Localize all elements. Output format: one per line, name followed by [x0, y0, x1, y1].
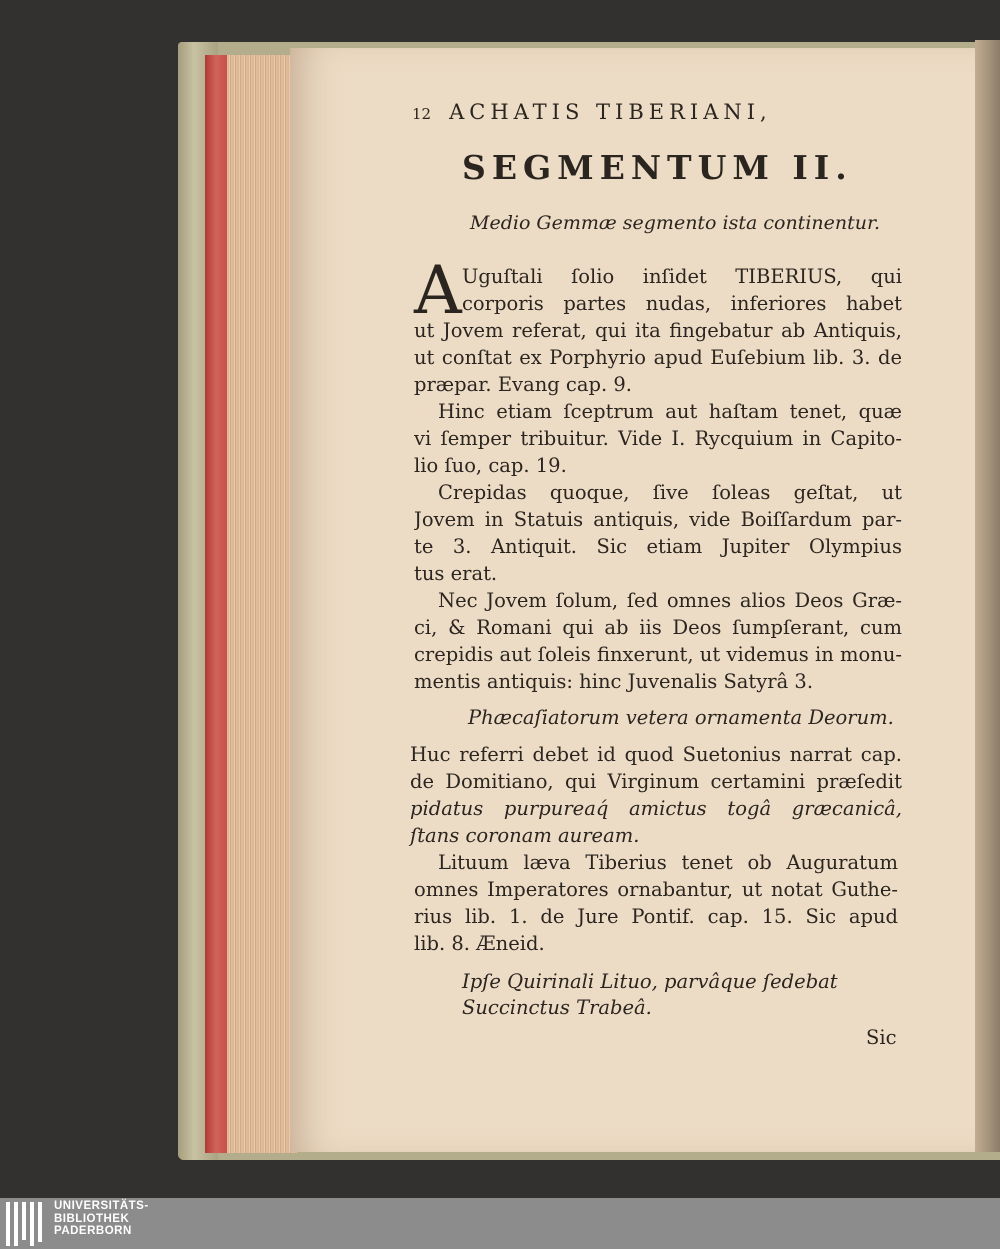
- text-line: omnes Imperatores ornabantur, ut notat Guthe-: [414, 878, 898, 901]
- text-line: Nec Jovem ſolum, ſed omnes alios Deos Græ-: [438, 589, 902, 612]
- library-logo-text: [54, 1200, 149, 1238]
- text-line: lio ſuo, cap. 19.: [414, 454, 567, 477]
- library-footer-bar: [0, 1198, 1000, 1249]
- drop-cap: A: [414, 252, 462, 329]
- text-line: ut conſtat ex Porphyrio apud Euſebium lib. 3. de: [414, 346, 902, 369]
- logo-line: PADERBORN: [54, 1225, 132, 1237]
- text-line: Uguſtali ſolio inſidet TIBERIUS, qui: [462, 265, 902, 288]
- text-line: Crepidas quoque, ſive ſoleas geſtat, ut: [438, 481, 902, 504]
- text-line: Lituum læva Tiberius tenet ob Auguratum: [438, 851, 898, 874]
- text-line: corporis partes nudas, inferiores habet: [462, 292, 902, 315]
- text-line: ſtans coronam auream.: [410, 824, 640, 847]
- verse-line: Succinctus Trabeâ.: [462, 996, 652, 1019]
- logo-line: UNIVERSITÄTS-: [54, 1200, 149, 1212]
- text-line: pidatus purpureaq́ amictus togâ græcanicâ,: [410, 797, 902, 820]
- running-header: [412, 100, 772, 124]
- text-line: ci, & Romani qui ab iis Deos ſumpſerant, cum: [414, 616, 902, 639]
- text-line: te 3. Antiquit. Sic etiam Jupiter Olympius: [414, 535, 902, 558]
- text-line: vi ſemper tribuitur. Vide I. Rycquium in Capito-: [414, 427, 902, 450]
- text-line: lib. 8. Æneid.: [414, 932, 545, 955]
- text-line: crepidis aut ſoleis finxerunt, ut videmus in monu-: [414, 643, 902, 666]
- text-line: Huc referri debet id quod Suetonius narrat cap.: [410, 743, 902, 766]
- text-line: præpar. Evang cap. 9.: [414, 373, 632, 396]
- verse-line: Ipſe Quirinali Lituo, parvâque ſedebat: [462, 970, 838, 993]
- text-line: Jovem in Statuis antiquis, vide Boiſſardum par-: [414, 508, 902, 531]
- section-title: SEGMENTUM II.: [462, 148, 853, 187]
- red-page-edges: [205, 55, 227, 1153]
- text-line: Hinc etiam ſceptrum aut haſtam tenet, quæ: [438, 400, 902, 423]
- text-line: mentis antiquis: hinc Juvenalis Satyrâ 3.: [414, 670, 814, 693]
- text-line: de Domitiano, qui Virginum certamini præſedit: [410, 770, 902, 793]
- catchword: Sic: [866, 1026, 897, 1049]
- text-line: rius lib. 1. de Jure Pontif. cap. 15. Sic apud: [414, 905, 898, 928]
- section-subtitle: Medio Gemmæ segmento ista continentur.: [470, 212, 881, 234]
- quote-line: Phæcaſiatorum vetera ornamenta Deorum.: [468, 706, 894, 729]
- running-title: ACHATIS TIBERIANI,: [449, 100, 772, 124]
- page-gutter: [975, 40, 1000, 1152]
- text-line: ut Jovem referat, qui ita fingebatur ab Antiquis,: [414, 319, 902, 342]
- library-logo-icon: [6, 1202, 46, 1246]
- page-number: 12: [412, 105, 432, 123]
- text-line: tus erat.: [414, 562, 498, 585]
- logo-line: BIBLIOTHEK: [54, 1212, 130, 1225]
